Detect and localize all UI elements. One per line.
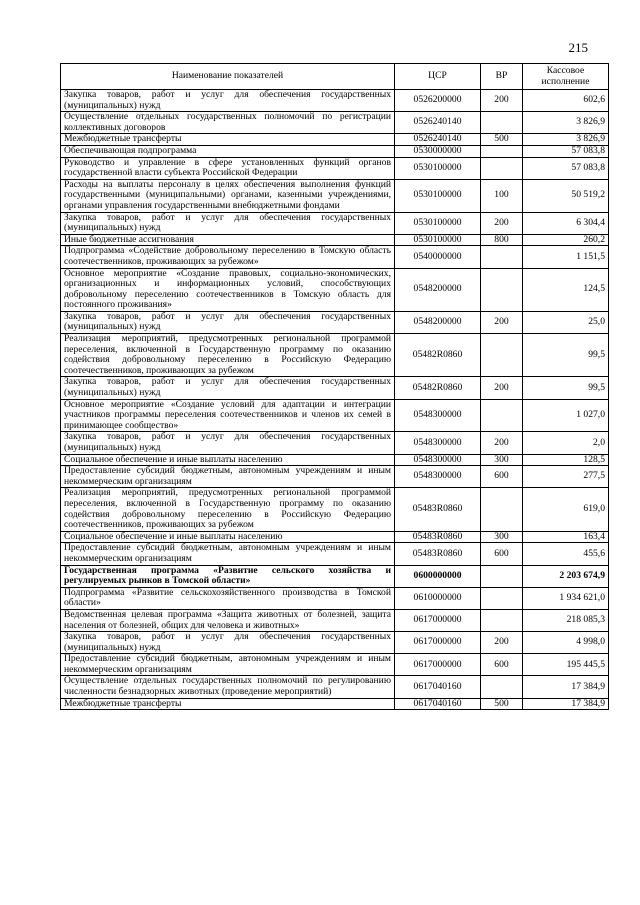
table-row	[61, 268, 609, 311]
table-row	[61, 488, 609, 531]
row-sum: 128,5	[523, 454, 609, 466]
row-csr: 0548300000	[395, 466, 481, 488]
row-sum: 17 384,9	[523, 698, 609, 710]
row-vr: 600	[481, 466, 523, 488]
table-row	[61, 565, 609, 587]
row-vr: 200	[481, 377, 523, 399]
row-csr: 0530100000	[395, 157, 481, 179]
row-name: Социальное обеспечение и иные выплаты населению	[61, 454, 395, 466]
row-sum: 50 519,2	[523, 179, 609, 212]
row-csr: 0610000000	[395, 587, 481, 609]
row-csr: 0617000000	[395, 609, 481, 631]
row-name: Подпрограмма «Содействие добровольному переселению в Томскую область соотечественников, проживающих за рубежом»	[61, 246, 395, 268]
table-row	[61, 212, 609, 234]
row-sum: 3 826,9	[523, 134, 609, 146]
table-row	[61, 676, 609, 698]
row-name: Осуществление отдельных государственных полномочий по регистрации коллективных договоров	[61, 112, 395, 134]
row-name: Закупка товаров, работ и услуг для обеспечения государственных (муниципальных) нужд	[61, 311, 395, 333]
row-csr: 05482R0860	[395, 377, 481, 399]
row-sum: 619,0	[523, 488, 609, 531]
header-sum: Кассовое исполнение	[523, 64, 609, 90]
table-row	[61, 454, 609, 466]
row-name: Предоставление субсидий бюджетным, автономным учреждениям и иным некоммерческим организациям	[61, 466, 395, 488]
header-name: Наименование показателей	[61, 64, 395, 90]
table-row	[61, 234, 609, 246]
row-vr	[481, 676, 523, 698]
row-vr: 200	[481, 212, 523, 234]
row-vr	[481, 488, 523, 531]
table-row	[61, 654, 609, 676]
row-csr: 0530000000	[395, 145, 481, 157]
table-row	[61, 399, 609, 432]
row-name: Реализация мероприятий, предусмотренных региональной программой переселения, включенной в Государственную программу по оказанию содействия добровольному переселению в Российскую Федерацию соотечественников, проживающих за рубежом	[61, 334, 395, 377]
table-row	[61, 377, 609, 399]
header-vr: ВР	[481, 64, 523, 90]
table-row	[61, 531, 609, 543]
row-name: Осуществление отдельных государственных полномочий по регулированию численности безнадзорных животных (проведение мероприятий)	[61, 676, 395, 698]
row-name: Основное мероприятие «Создание условий для адаптации и интеграции участников программы переселения соотечественников и членов их семей в принимающее сообщество»	[61, 399, 395, 432]
table-header-row	[61, 64, 609, 90]
row-csr: 0548300000	[395, 454, 481, 466]
row-csr: 0526240140	[395, 112, 481, 134]
row-csr: 0617000000	[395, 654, 481, 676]
row-name: Межбюджетные трансферты	[61, 698, 395, 710]
table-row	[61, 609, 609, 631]
row-sum: 2 203 674,9	[523, 565, 609, 587]
table-row	[61, 134, 609, 146]
row-csr: 0548300000	[395, 399, 481, 432]
row-sum: 99,5	[523, 377, 609, 399]
budget-execution-table	[60, 63, 609, 710]
row-sum: 57 083,8	[523, 145, 609, 157]
row-sum: 1 934 621,0	[523, 587, 609, 609]
row-csr: 0617040160	[395, 676, 481, 698]
table-row	[61, 698, 609, 710]
table-row	[61, 246, 609, 268]
row-vr: 200	[481, 632, 523, 654]
row-vr: 100	[481, 179, 523, 212]
row-csr: 05483R0860	[395, 531, 481, 543]
row-vr: 800	[481, 234, 523, 246]
table-row	[61, 432, 609, 454]
table-row	[61, 112, 609, 134]
row-name: Руководство и управление в сфере установленных функций органов государственной власти субъекта Российской Федерации	[61, 157, 395, 179]
row-csr: 0617000000	[395, 632, 481, 654]
row-csr: 0526200000	[395, 90, 481, 112]
row-sum: 195 445,5	[523, 654, 609, 676]
row-sum: 3 826,9	[523, 112, 609, 134]
row-sum: 25,0	[523, 311, 609, 333]
row-name: Обеспечивающая подпрограмма	[61, 145, 395, 157]
row-name: Закупка товаров, работ и услуг для обеспечения государственных (муниципальных) нужд	[61, 90, 395, 112]
row-vr: 600	[481, 543, 523, 565]
row-csr: 0540000000	[395, 246, 481, 268]
row-name: Закупка товаров, работ и услуг для обеспечения государственных (муниципальных) нужд	[61, 212, 395, 234]
row-vr: 200	[481, 432, 523, 454]
row-vr	[481, 246, 523, 268]
table-row	[61, 632, 609, 654]
row-name: Иные бюджетные ассигнования	[61, 234, 395, 246]
table-row	[61, 543, 609, 565]
row-csr: 05482R0860	[395, 334, 481, 377]
row-vr: 500	[481, 698, 523, 710]
page-number: 215	[568, 40, 588, 55]
row-vr: 600	[481, 654, 523, 676]
row-name: Предоставление субсидий бюджетным, автономным учреждениям и иным некоммерческим организациям	[61, 654, 395, 676]
table-row	[61, 334, 609, 377]
row-csr: 05483R0860	[395, 543, 481, 565]
row-sum: 99,5	[523, 334, 609, 377]
row-name: Закупка товаров, работ и услуг для обеспечения государственных (муниципальных) нужд	[61, 432, 395, 454]
row-vr	[481, 145, 523, 157]
row-sum: 124,5	[523, 268, 609, 311]
row-vr: 200	[481, 311, 523, 333]
row-vr: 200	[481, 90, 523, 112]
row-name: Ведомственная целевая программа «Защита животных от болезней, защита населения от болезней, общих для человека и животных»	[61, 609, 395, 631]
row-csr: 0530100000	[395, 179, 481, 212]
row-sum: 6 304,4	[523, 212, 609, 234]
row-vr	[481, 157, 523, 179]
row-sum: 1 027,0	[523, 399, 609, 432]
row-vr: 300	[481, 531, 523, 543]
row-name: Предоставление субсидий бюджетным, автономным учреждениям и иным некоммерческим организациям	[61, 543, 395, 565]
row-name: Государственная программа «Развитие сельского хозяйства и регулируемых рынков в Томской области»	[61, 565, 395, 587]
row-name: Основное мероприятие «Создание правовых, социально-экономических, организационных и информационных условий, способствующих добровольному переселению соотечественников в Томскую область для постоянного проживания»	[61, 268, 395, 311]
table-row	[61, 179, 609, 212]
row-sum: 455,6	[523, 543, 609, 565]
table-row	[61, 587, 609, 609]
row-vr	[481, 587, 523, 609]
row-sum: 17 384,9	[523, 676, 609, 698]
header-csr: ЦСР	[395, 64, 481, 90]
table-row	[61, 145, 609, 157]
row-csr: 0617040160	[395, 698, 481, 710]
table-row	[61, 311, 609, 333]
row-sum: 1 151,5	[523, 246, 609, 268]
row-vr	[481, 334, 523, 377]
row-vr: 500	[481, 134, 523, 146]
row-sum: 277,5	[523, 466, 609, 488]
row-csr: 0530100000	[395, 234, 481, 246]
table-row	[61, 157, 609, 179]
row-csr: 0600000000	[395, 565, 481, 587]
row-name: Реализация мероприятий, предусмотренных региональной программой переселения, включенной в Государственную программу по оказанию содействия добровольному переселению в Российскую Федерацию соотечественников, проживающих за рубежом	[61, 488, 395, 531]
row-sum: 163,4	[523, 531, 609, 543]
row-name: Расходы на выплаты персоналу в целях обеспечения выполнения функций государственными (муниципальными) органами, казенными учреждениями, органами управления государственными внебюджетными фондами	[61, 179, 395, 212]
row-sum: 602,6	[523, 90, 609, 112]
row-name: Закупка товаров, работ и услуг для обеспечения государственных (муниципальных) нужд	[61, 632, 395, 654]
row-csr: 0530100000	[395, 212, 481, 234]
row-name: Закупка товаров, работ и услуг для обеспечения государственных (муниципальных) нужд	[61, 377, 395, 399]
row-vr	[481, 399, 523, 432]
row-csr: 0548300000	[395, 432, 481, 454]
row-name: Межбюджетные трансферты	[61, 134, 395, 146]
row-vr	[481, 609, 523, 631]
row-name: Подпрограмма «Развитие сельскохозяйственного производства в Томской области»	[61, 587, 395, 609]
row-sum: 218 085,3	[523, 609, 609, 631]
table-row	[61, 90, 609, 112]
row-sum: 57 083,8	[523, 157, 609, 179]
row-name: Социальное обеспечение и иные выплаты населению	[61, 531, 395, 543]
row-vr: 300	[481, 454, 523, 466]
row-csr: 05483R0860	[395, 488, 481, 531]
row-sum: 2,0	[523, 432, 609, 454]
row-sum: 4 998,0	[523, 632, 609, 654]
row-vr	[481, 268, 523, 311]
table-row	[61, 466, 609, 488]
row-vr	[481, 112, 523, 134]
row-vr	[481, 565, 523, 587]
row-csr: 0548200000	[395, 268, 481, 311]
row-csr: 0526240140	[395, 134, 481, 146]
row-sum: 260,2	[523, 234, 609, 246]
row-csr: 0548200000	[395, 311, 481, 333]
